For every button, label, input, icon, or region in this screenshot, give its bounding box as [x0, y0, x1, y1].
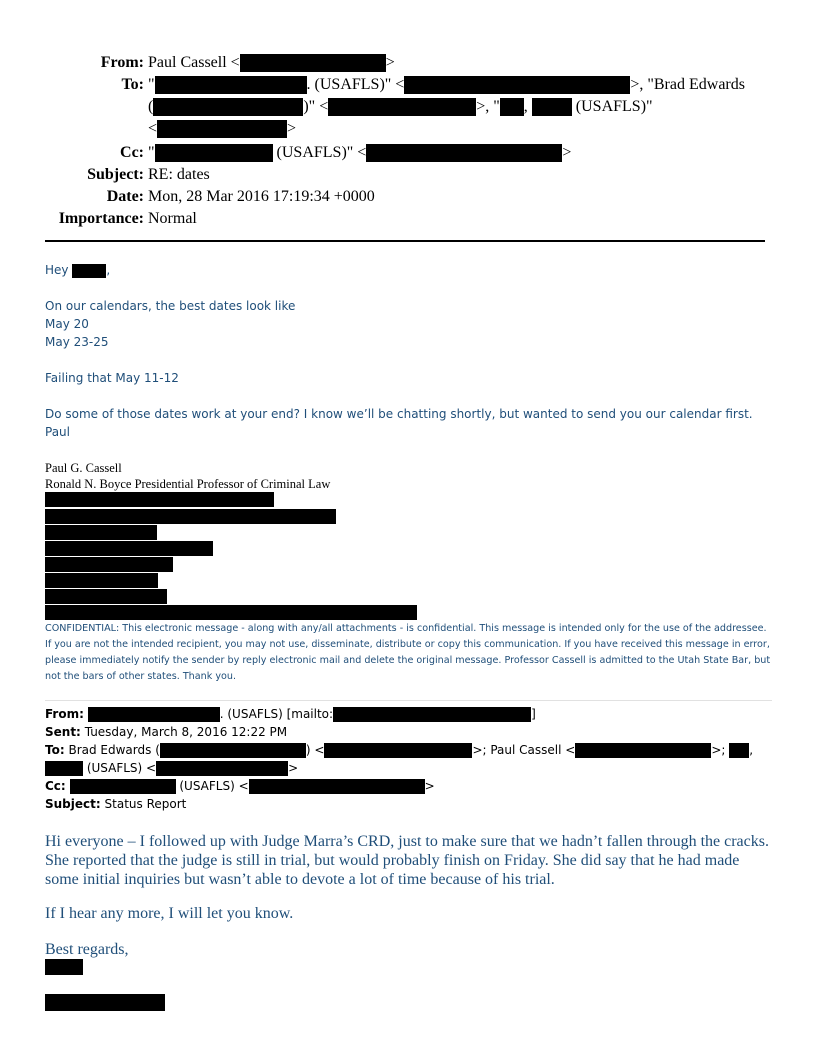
original-from-row	[45, 705, 772, 723]
redaction	[160, 743, 306, 758]
from-row	[0, 52, 816, 74]
message-line: May 20	[45, 317, 89, 331]
original-cc-row	[45, 777, 772, 795]
redaction	[45, 994, 165, 1011]
signature-name: Paul G. Cassell	[45, 461, 122, 475]
to-text: . (USAFLS)" <	[306, 76, 405, 93]
to-text: ,	[523, 98, 528, 115]
redaction	[157, 120, 287, 138]
redaction	[45, 589, 167, 604]
original-subject-row	[45, 795, 772, 813]
original-to-label: To:	[45, 743, 65, 757]
redaction	[366, 144, 562, 162]
message-signoff: Paul	[45, 425, 70, 439]
redaction	[156, 761, 288, 776]
redaction	[45, 959, 83, 975]
original-to-text: (USAFLS) <	[86, 761, 157, 775]
date-value: Mon, 28 Mar 2016 17:19:34 +0000	[148, 188, 375, 205]
to-text: (USAFLS)"	[575, 98, 653, 115]
cc-label: Cc:	[120, 144, 144, 161]
original-body-paragraph: Hi everyone – I followed up with Judge Marra’s CRD, just to make sure that we hadn’t fallen through the cracks. She reported that the judge is still in trial, but would probably finish on Friday. She did say that he had made some initial inquiries but wasn’t able to devote a lot of time because of his trial.	[45, 833, 769, 888]
original-cc-label: Cc:	[45, 779, 66, 793]
original-from-label: From:	[45, 707, 84, 721]
original-cc-text: >	[424, 779, 435, 793]
original-to-row-2	[45, 759, 772, 777]
signature-title: Ronald N. Boyce Presidential Professor of Criminal Law	[45, 477, 331, 491]
redaction	[240, 54, 386, 72]
original-subject-label: Subject:	[45, 797, 101, 811]
to-row	[0, 74, 816, 96]
cc-text: >	[562, 144, 572, 161]
original-to-text: ,	[749, 743, 754, 757]
to-text: (	[148, 98, 154, 115]
subject-value: RE: dates	[148, 166, 210, 183]
greeting-line	[45, 261, 110, 279]
cc-row	[0, 142, 816, 164]
date-row	[0, 186, 816, 208]
original-to-text: >;	[711, 743, 726, 757]
redaction	[45, 761, 83, 776]
to-text: >	[287, 120, 297, 137]
cc-text: (USAFLS)" <	[276, 144, 367, 161]
redaction	[153, 98, 303, 116]
redaction	[729, 743, 749, 758]
redaction	[45, 573, 158, 588]
redaction	[45, 541, 213, 556]
to-text: <	[148, 120, 158, 137]
original-closing: Best regards,	[45, 941, 129, 958]
message-line: Do some of those dates work at your end? I know we’ll be chatting shortly, but wanted to send you our calendar first.	[45, 407, 753, 421]
from-label: From:	[100, 54, 144, 71]
header-divider	[45, 240, 765, 242]
redaction	[45, 605, 417, 620]
redaction	[45, 492, 274, 507]
redaction	[575, 743, 711, 758]
redaction	[155, 144, 273, 162]
redaction	[532, 98, 572, 116]
redaction	[45, 525, 157, 540]
date-label: Date:	[106, 188, 144, 205]
original-to-text: Brad Edwards (	[68, 743, 160, 757]
to-quote: "	[148, 76, 155, 93]
greeting: Hey	[45, 263, 69, 277]
original-to-text: ) <	[305, 743, 325, 757]
importance-value: Normal	[148, 210, 197, 227]
from-close: >	[385, 54, 395, 71]
original-to-row	[45, 741, 772, 759]
original-from-text: . (USAFLS) [mailto:	[219, 707, 334, 721]
original-header	[45, 705, 772, 813]
original-subject-value: Status Report	[104, 797, 187, 811]
email-header	[0, 52, 816, 230]
original-sent-label: Sent:	[45, 725, 81, 739]
importance-label: Importance:	[58, 210, 144, 227]
message-line: On our calendars, the best dates look like	[45, 299, 296, 313]
redaction	[333, 707, 531, 722]
original-sent-row	[45, 723, 772, 741]
to-text: )" <	[303, 98, 329, 115]
to-row-3	[0, 118, 816, 140]
original-from-text: ]	[531, 707, 536, 721]
redaction	[155, 76, 307, 94]
redaction	[249, 779, 425, 794]
redaction	[45, 557, 173, 572]
redaction	[45, 509, 336, 524]
redaction	[324, 743, 472, 758]
from-value: Paul Cassell <	[148, 54, 240, 71]
to-text: >, "Brad Edwards	[630, 76, 745, 93]
redaction	[72, 264, 106, 278]
subject-label: Subject:	[87, 166, 144, 183]
original-cc-text: (USAFLS) <	[179, 779, 249, 793]
original-sent-value: Tuesday, March 8, 2016 12:22 PM	[84, 725, 288, 739]
redaction	[88, 707, 220, 722]
greeting-comma: ,	[106, 263, 111, 277]
message-separator	[45, 700, 772, 701]
cc-text: "	[148, 144, 155, 161]
message-line: Failing that May 11-12	[45, 371, 179, 385]
to-row-2	[0, 96, 816, 118]
message-line: May 23-25	[45, 335, 109, 349]
subject-row	[0, 164, 816, 186]
to-label: To:	[121, 76, 144, 93]
original-to-text: >; Paul Cassell <	[472, 743, 576, 757]
redaction	[404, 76, 630, 94]
redaction	[70, 779, 176, 794]
to-text: >, "	[476, 98, 500, 115]
confidentiality-notice: CONFIDENTIAL: This electronic message - along with any/all attachments - is confidential. This message is intended only for the use of the addressee. If you are not the intended recipient, you may not use, disseminate, distribute or copy this communication. If you have received this message in error, please immediately notify the sender by reply electronic mail and delete the original message. Professor Cassell is admitted to the Utah State Bar, but not the bars of other states. Thank you.	[45, 623, 771, 682]
redaction	[500, 98, 524, 116]
original-body-paragraph: If I hear any more, I will let you know.	[45, 905, 294, 922]
importance-row	[0, 208, 816, 230]
redaction	[328, 98, 476, 116]
original-to-text: >	[288, 761, 299, 775]
